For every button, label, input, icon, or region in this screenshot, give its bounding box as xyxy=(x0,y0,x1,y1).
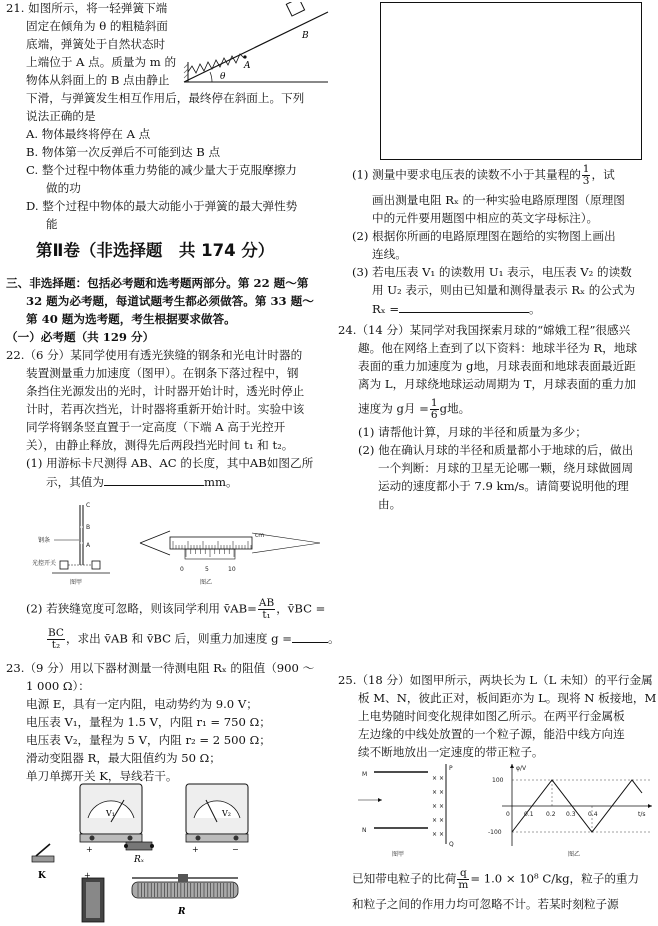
q23-sub1 xyxy=(352,164,615,187)
q22-sub2-text: (2) 若狭缝宽度可忽略，则该同学利用 xyxy=(26,601,221,616)
q23-line: 中的元件要用题图中相应的英文字母标注）。 xyxy=(372,211,599,225)
x-tick-4: 0.4 xyxy=(588,811,598,818)
q24-line: 24.（14 分）某同学对我国探索月球的“嫦娥工程”很感兴 xyxy=(338,323,631,337)
q21-line: 上端位于 A 点。质量为 m 的 xyxy=(26,55,177,69)
q23-line: 电源 E，具有一定内阻，电动势约为 9.0 V； xyxy=(26,697,258,711)
svg-text:−: − xyxy=(232,845,239,854)
label-steel: 钢条 xyxy=(38,537,51,544)
q24-line: 离为 L，月球绕地球运动周期为 T，月球表面的重力加 xyxy=(358,377,636,391)
frac-denominator: 6 xyxy=(430,409,438,421)
field-mark: × xyxy=(432,803,438,810)
q21-line: 固定在倾角为 θ 的粗糙斜面 xyxy=(26,19,168,33)
label-theta: θ xyxy=(220,72,226,82)
field-mark: × xyxy=(439,831,445,838)
main-scale-ticks xyxy=(173,541,251,549)
q23-sub1-text: (1) 测量中要求电压表的读数不小于其量程的 xyxy=(352,167,581,182)
q25-line: 25.（18 分）如图甲所示，两块长为 L（L 未知）的平行金属 xyxy=(338,673,653,687)
field-mark: × xyxy=(432,817,438,824)
label-fig-a: 图甲 xyxy=(70,579,83,586)
parallel-plate-figure xyxy=(352,762,656,858)
fraction-one-sixth xyxy=(430,398,439,421)
equals: = xyxy=(247,601,257,616)
instruction-line: 32 题为必考题，每道试题考生都必须做答。第 33 题～ xyxy=(26,294,314,308)
answer-blank-ab[interactable] xyxy=(104,473,204,486)
label-fig-a: 图甲 xyxy=(392,851,405,858)
svg-text:+: + xyxy=(86,845,93,854)
frac-denominator: t₁ xyxy=(262,609,271,621)
label-k: K xyxy=(38,871,46,881)
q24-line: 一个判断：月球的卫星无论哪一颗，绕月球做圆周 xyxy=(378,461,634,475)
q21-option-b: B. 物体第一次反弹后不可能到达 B 点 xyxy=(26,145,221,159)
q23-line: 电压表 V₁，量程为 1.5 V，内阻 r₁ = 750 Ω； xyxy=(26,715,271,729)
fraction-ab-t1 xyxy=(258,598,275,621)
instruction-line: 第 40 题为选考题，考生根据要求做答。 xyxy=(26,312,236,326)
frac-numerator: q xyxy=(457,868,469,880)
vernier-scale-ticks xyxy=(186,549,234,557)
v-bc-symbol: ，v̄BC = xyxy=(276,601,326,616)
label-r: R xyxy=(178,907,186,917)
q22-sub1-prefix: 示，其值为 xyxy=(46,475,104,489)
frac-denominator: 3 xyxy=(582,175,590,187)
field-mark: × xyxy=(432,775,438,782)
label-p: P xyxy=(449,765,453,772)
q21-option-d-cont: 能 xyxy=(46,217,58,231)
g-earth-label: g地。 xyxy=(439,401,471,416)
q21-line: 物体从斜面上的 B 点由静止 xyxy=(26,73,170,87)
ruler-unit: cm xyxy=(255,532,265,539)
q23-line: 1 000 Ω）： xyxy=(26,679,90,693)
magnetic-field-marks xyxy=(432,775,444,838)
frac-numerator: 1 xyxy=(430,397,438,409)
q23-formula-line xyxy=(372,300,541,319)
field-mark: × xyxy=(439,817,445,824)
g-moon-label: 速度为 g月 = xyxy=(358,401,429,416)
svg-text:B: B xyxy=(86,524,91,531)
q22-line: 条挡住光源发出的光时，计时器开始计时，透光时停止 xyxy=(26,384,305,398)
fraction-one-third xyxy=(582,164,591,187)
q23-line: 画出测量电阻 Rₓ 的一种实验电路原理图（原理图 xyxy=(372,193,625,207)
rheostat xyxy=(132,874,238,917)
q23-line: 23.（9 分）用以下器材测量一待测电阻 Rₓ 的阻值（900 ～ xyxy=(6,661,315,675)
q25-line: 板 M、N，彼此正对，板间距亦为 L。现将 N 板接地，M xyxy=(358,691,657,705)
field-mark: × xyxy=(439,789,445,796)
answer-blank-g[interactable] xyxy=(292,630,328,643)
svg-text:C: C xyxy=(86,502,91,509)
q22-line: 装置测量重力加速度（图甲）。在钢条下落过程中，钢 xyxy=(26,366,299,380)
rx-label: Rₓ = xyxy=(372,302,400,316)
q25-line: 续不断地放出一定速度的带正粒子。 xyxy=(358,745,544,759)
photogate-figure xyxy=(30,497,320,587)
label-m: M xyxy=(362,771,368,778)
tick-label-5: 5 xyxy=(205,566,209,573)
q25-ratio-value: = 1.0 × 10⁸ C/kg，粒子的重力 xyxy=(470,871,640,886)
x-tick-2: 0.2 xyxy=(546,811,556,818)
tick-label-10: 10 xyxy=(228,566,236,573)
q24-sub1: (1) 请帮他计算，月球的半径和质量为多少； xyxy=(358,425,587,439)
frac-denominator: t₂ xyxy=(51,639,61,651)
required-heading: （一）必考题（共 129 分） xyxy=(6,330,155,344)
q21-option-c: C. 整个过程中物体重力势能的减少量大于克服摩擦力 xyxy=(26,163,297,177)
q25-line: 上电势随时间变化规律如图乙所示。在两平行金属板 xyxy=(358,709,625,723)
voltmeter-v2 xyxy=(186,784,248,854)
label-n: N xyxy=(362,827,367,834)
q21-option-d: D. 整个过程中物体的最大动能小于弹簧的最大弹性势 xyxy=(26,199,298,213)
frac-numerator: AB xyxy=(258,597,275,609)
part-two-title: 第Ⅱ卷（非选择题 共 174 分） xyxy=(36,241,275,260)
q24-line: 由。 xyxy=(378,497,402,511)
q23-line: 滑动变阻器 R，最大阻值约为 50 Ω； xyxy=(26,751,221,765)
label-fig-b: 图乙 xyxy=(568,851,581,858)
q24-gravity-line xyxy=(358,398,470,421)
q25-line: 左边缘的中线处放置的一个粒子源，能沿中线方向连 xyxy=(358,727,625,741)
q25-ratio-text: 已知带电粒子的比荷 xyxy=(352,871,457,886)
q24-line: 运动的速度都小于 7.9 km/s。请简要说明他的理 xyxy=(378,479,629,493)
label-switch: 光控开关 xyxy=(32,560,57,567)
x-axis-unit: t/s xyxy=(638,811,646,818)
svg-text:+: + xyxy=(84,871,91,880)
fraction-bc-t2 xyxy=(47,628,65,651)
field-mark: × xyxy=(439,803,445,810)
q23-sub2: (2) 根据你所画的电路原理图在题给的实物图上画出 xyxy=(352,229,616,243)
fraction-q-m xyxy=(457,868,469,891)
label-b: B xyxy=(302,31,309,41)
circuit-answer-box[interactable] xyxy=(380,2,642,160)
q25-line: 和粒子之间的作用力均可忽略不计。若某时刻粒子源 xyxy=(352,897,619,911)
q22-sub2-text-2: ，求出 v̄AB 和 v̄BC 后，则重力加速度 g = xyxy=(65,631,292,646)
apparatus-figure xyxy=(28,782,290,926)
battery xyxy=(82,871,104,922)
label-fig-b: 图乙 xyxy=(200,579,213,586)
field-mark: × xyxy=(439,775,445,782)
q23-line: 单刀单掷开关 K，导线若干。 xyxy=(26,769,178,783)
frac-denominator: m xyxy=(458,879,469,891)
svg-text:A: A xyxy=(86,542,91,549)
q21-line: 21. 如图所示，将一轻弹簧下端 xyxy=(6,1,168,15)
y-tick-bottom: -100 xyxy=(488,829,502,836)
period: 。 xyxy=(327,631,340,646)
q24-sub2: (2) 他在确认月球的半径和质量都小于地球的后，做出 xyxy=(358,443,634,457)
q21-line: 说法正确的是 xyxy=(26,109,96,123)
tick-label-0: 0 xyxy=(180,566,184,573)
instruction-line: 三、非选择题：包括必考题和选考题两部分。第 22 题～第 xyxy=(6,276,309,290)
q22-sub1-unit: mm。 xyxy=(203,475,238,489)
q24-line: 表面的重力加速度为 g地，月球表面和地球表面最近距 xyxy=(358,359,636,373)
q22-line: 同学将钢条竖直置于一定高度（下端 A 高于光控开 xyxy=(26,420,286,434)
y-tick-top: 100 xyxy=(492,777,504,784)
q23-line: 电压表 V₂，量程为 5 V，内阻 r₂ = 2 500 Ω； xyxy=(26,733,271,747)
q21-option-c-cont: 做的功 xyxy=(46,181,81,195)
q23-line: 用 U₂ 表示，则由已知量和测得量表示 Rₓ 的公式为 xyxy=(372,283,636,297)
q23-sub1-tail: ，试 xyxy=(591,167,615,182)
period: 。 xyxy=(529,302,541,316)
answer-blank-rx[interactable] xyxy=(399,300,529,313)
q22-sub1-cont xyxy=(46,473,238,492)
q22-sub1: (1) 用游标卡尺测得 AB、AC 的长度，其中AB如图乙所 xyxy=(26,456,314,470)
v-ab-symbol: v̄AB xyxy=(223,601,248,616)
field-mark: × xyxy=(432,789,438,796)
q21-line: 下滑，与弹簧发生相互作用后，最终停在斜面上。下列 xyxy=(26,91,305,105)
frac-numerator: 1 xyxy=(582,163,590,175)
q22-line: 22.（6 分）某同学使用有透光狭缝的钢条和光电计时器的 xyxy=(6,348,303,362)
label-rx: Rₓ xyxy=(134,855,144,865)
field-mark: × xyxy=(432,831,438,838)
q22-sub2-cont xyxy=(46,628,340,651)
q24-line: 趣。他在网络上查到了以下资料：地球半径为 R，地球 xyxy=(358,341,638,355)
q22-sub2 xyxy=(26,598,325,621)
svg-text:+: + xyxy=(192,845,199,854)
q23-sub3: (3) 若电压表 V₁ 的读数用 U₁ 表示，电压表 V₂ 的读数 xyxy=(352,265,632,279)
x-tick-1: 0.1 xyxy=(524,811,534,818)
switch-k xyxy=(32,844,54,881)
x-tick-0: 0 xyxy=(506,811,510,818)
q22-line: 关），由静止释放，测得先后两段挡光时间 t₁ 和 t₂。 xyxy=(26,438,294,452)
label-v1: V₁ xyxy=(106,809,115,818)
incline-spring-figure xyxy=(182,2,330,86)
y-axis-unit: φ/V xyxy=(516,765,527,772)
x-tick-3: 0.3 xyxy=(566,811,576,818)
q22-line: 计时，若再次挡光，计时器将重新开始计时。实验中该 xyxy=(26,402,305,416)
frac-numerator: BC xyxy=(48,627,64,639)
q25-ratio-line xyxy=(352,868,639,891)
q21-line: 底端，弹簧处于自然状态时 xyxy=(26,37,166,51)
label-v2: V₂ xyxy=(222,809,231,818)
label-q: Q xyxy=(449,841,454,848)
q23-line: 连线。 xyxy=(372,247,407,261)
q21-option-a: A. 物体最终将停在 A 点 xyxy=(26,127,151,141)
label-a: A xyxy=(244,61,251,71)
